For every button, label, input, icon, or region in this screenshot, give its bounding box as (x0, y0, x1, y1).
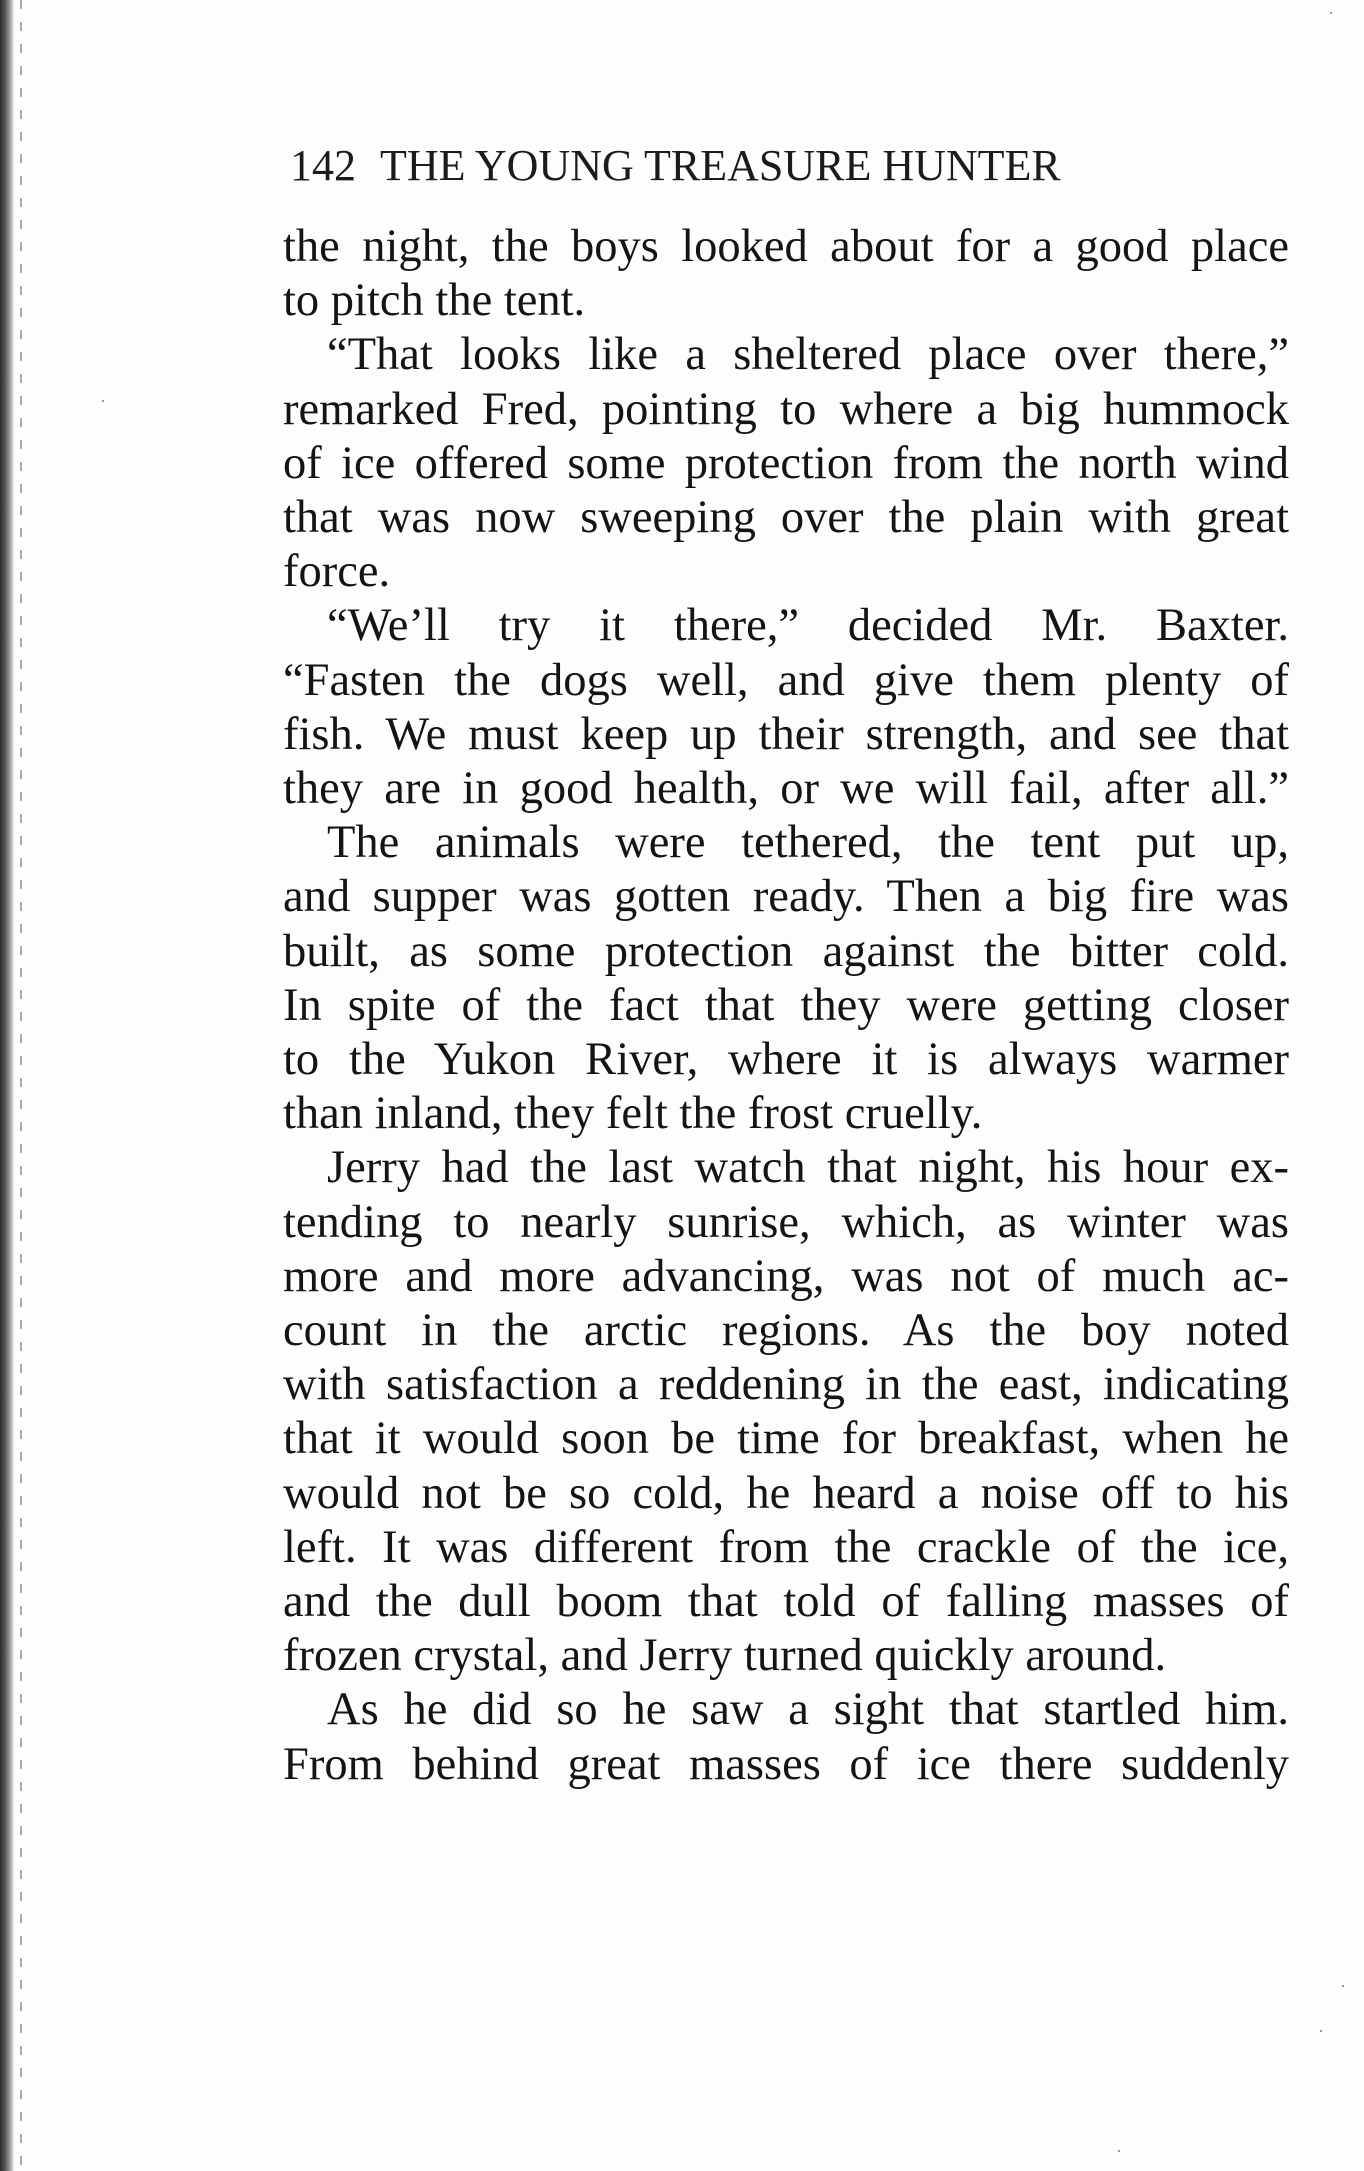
text-line: built, as some protection against the bitter cold. (283, 925, 1289, 977)
text-line: they are in good health, or we will fail, after all.” (283, 763, 1289, 815)
text-line: would not be so cold, he heard a noise off to his (283, 1467, 1289, 1519)
paper-speck (1330, 12, 1332, 14)
page-number: 142 (290, 141, 356, 190)
text-line: to the Yukon River, where it is always warmer (283, 1034, 1289, 1086)
text-line: tending to nearly sunrise, which, as winter was (283, 1196, 1289, 1248)
text-line: and the dull boom that told of falling masses of (283, 1576, 1289, 1628)
text-line: and supper was gotten ready. Then a big fire was (283, 871, 1289, 923)
text-line: with satisfaction a reddening in the east, indicating (283, 1359, 1289, 1411)
paper-speck (1320, 2030, 1322, 2032)
text-line: than inland, they felt the frost cruelly. (283, 1088, 983, 1140)
text-line: remarked Fred, pointing to where a big hummock (283, 383, 1289, 435)
running-header (290, 140, 1210, 200)
text-line: “Fasten the dogs well, and give them plenty of (283, 654, 1289, 706)
text-line: that was now sweeping over the plain with great (283, 492, 1289, 544)
text-line: the night, the boys looked about for a good place (283, 221, 1289, 272)
paper-speck (1342, 1985, 1344, 1987)
page-binding-edge (0, 0, 14, 2171)
text-line: count in the arctic regions. As the boy noted (283, 1305, 1289, 1357)
text-line: “We’ll try it there,” decided Mr. Baxter. (327, 600, 1289, 652)
text-line: to pitch the tent. (283, 275, 586, 327)
text-line: left. It was different from the crackle of the ice, (283, 1521, 1289, 1573)
text-line: fish. We must keep up their strength, and see that (283, 708, 1289, 760)
text-line: that it would soon be time for breakfast, when he (283, 1413, 1289, 1465)
text-line: more and more advancing, was not of much ac- (283, 1250, 1289, 1302)
binding-shadow-line (20, 0, 22, 2171)
body-text (283, 220, 1289, 1792)
paper-speck (102, 400, 104, 402)
text-line: From behind great masses of ice there suddenly (283, 1738, 1289, 1790)
text-line: “That looks like a sheltered place over there,” (327, 329, 1289, 381)
text-line: force. (283, 546, 391, 598)
paper-speck (1118, 2150, 1120, 2152)
text-line: In spite of the fact that they were getting closer (283, 979, 1289, 1031)
text-line: As he did so he saw a sight that startled him. (327, 1684, 1289, 1736)
text-line: frozen crystal, and Jerry turned quickly around. (283, 1630, 1167, 1682)
text-line: of ice offered some protection from the north wind (283, 437, 1289, 489)
running-title: THE YOUNG TREASURE HUNTER (380, 141, 1061, 190)
text-line: Jerry had the last watch that night, his hour ex- (327, 1142, 1289, 1194)
text-line: The animals were tethered, the tent put up, (327, 817, 1289, 869)
